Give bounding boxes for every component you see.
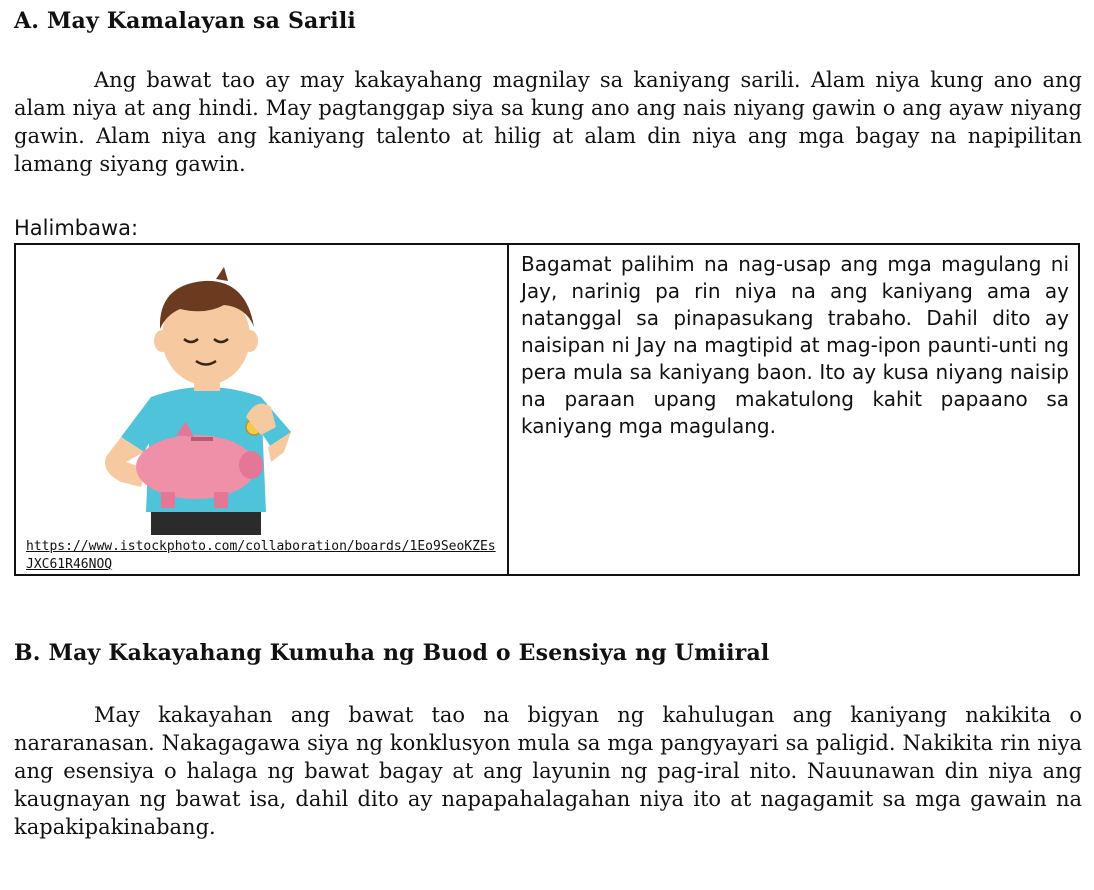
example-label: Halimbawa:	[14, 216, 139, 240]
image-source-link[interactable]: https://www.istockphoto.com/collaboration/boards/1Eo9SeoKZEsJXC61R46NOQ	[26, 539, 496, 572]
section-a-heading: A. May Kamalayan sa Sarili	[14, 8, 356, 34]
example-image-cell	[16, 245, 509, 574]
section-b-heading: B. May Kakayahang Kumuha ng Buod o Esensiya ng Umiiral	[14, 640, 770, 666]
section-b-paragraph: May kakayahan ang bawat tao na bigyan ng kahulugan ang kaniyang nakikita o nararanasan. Nakagagawa siya ng konklusyon mula sa mga pangyayari sa paligid. Nakikita rin niya ang esensiya o halaga ng bawat bagay at ang layunin ng pag-iral nito. Nauunawan din niya ang kaugnayan ng bawat isa, dahil dito ay napapahalagahan niya ito at nagagamit sa mga gawain na kapakipakinabang.	[14, 703, 1082, 839]
example-table	[14, 243, 1080, 576]
boy-piggy-bank-illustration	[96, 257, 346, 537]
example-text: Bagamat palihim na nag-usap ang mga magulang ni Jay, narinig pa rin niya na ang kaniyang ama ay natanggal sa pinapasukang trabaho. Dahil dito ay naisipan ni Jay na magtipid at mag-ipon paunti-unti ng pera mula sa kaniyang baon. Ito ay kusa niyang naisip na paraan upang makatulong kahit papaano sa kaniyang mga magulang.	[521, 252, 1069, 438]
section-a-paragraph: Ang bawat tao ay may kakayahang magnilay sa kaniyang sarili. Alam niya kung ano ang alam niya at ang hindi. May pagtanggap siya sa kung ano ang nais niyang gawin o ang ayaw niyang gawin. Alam niya ang kaniyang talento at hilig at alam din niya ang mga bagay na napipilitan lamang siyang gawin.	[14, 68, 1082, 176]
